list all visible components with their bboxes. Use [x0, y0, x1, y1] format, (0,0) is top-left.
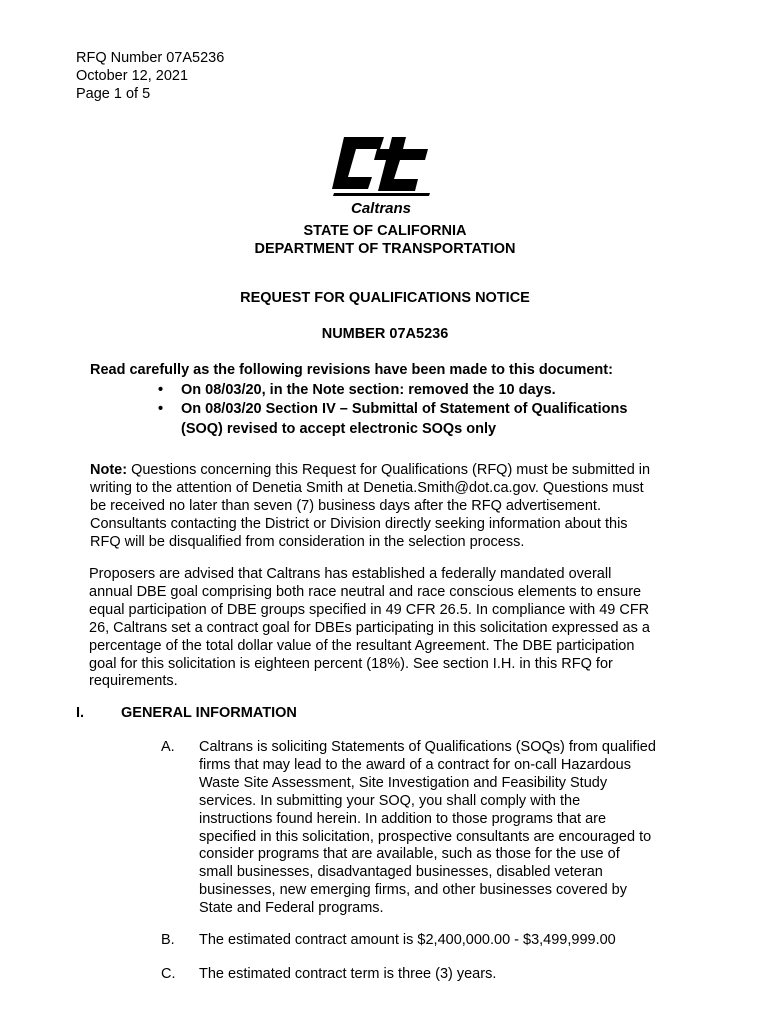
- notice-title: REQUEST FOR QUALIFICATIONS NOTICE: [240, 290, 530, 306]
- caltrans-logo-icon: [330, 133, 434, 215]
- note-paragraph: [90, 462, 690, 552]
- note-line: be received no later than seven (7) business days after the RFQ advertisement.: [90, 497, 601, 514]
- document-date: October 12, 2021: [76, 68, 189, 84]
- revision-item-line: On 08/03/20 Section IV – Submittal of Statement of Qualifications: [181, 401, 628, 417]
- revision-item-line: (SOQ) revised to accept electronic SOQs only: [181, 420, 497, 437]
- item-letter: C.: [161, 966, 176, 982]
- dbe-line: 26, Caltrans set a contract goal for DBEs participating in this solicitation expressed as a: [89, 619, 650, 636]
- agency-state: STATE OF CALIFORNIA: [303, 223, 467, 239]
- rfq-number: RFQ Number 07A5236: [76, 50, 225, 66]
- section-heading: [76, 704, 297, 722]
- section-item-c: [161, 966, 701, 984]
- bullet-icon: •: [158, 381, 164, 398]
- item-line: Waste Site Assessment, Site Investigation and Feasibility Study: [199, 774, 608, 791]
- item-letter: A.: [161, 739, 175, 755]
- item-line: specified in this solicitation, prospective consultants are encouraged to: [199, 828, 652, 845]
- note-line: Consultants contacting the District or Division directly seeking information about this: [90, 515, 628, 532]
- note-first-line-text: Questions concerning this Request for Qualifications (RFQ) must be submitted in: [127, 462, 651, 478]
- section-number: I.: [76, 705, 85, 721]
- section-title: GENERAL INFORMATION: [121, 705, 297, 721]
- section-item-b: [161, 932, 701, 950]
- item-line: The estimated contract term is three (3) years.: [199, 966, 497, 982]
- dbe-line: equal participation of DBE groups specified in 49 CFR 26.5. In compliance with 49 CFR: [89, 601, 650, 618]
- item-line: consider programs that are available, such as those for the use of: [199, 846, 620, 863]
- revisions-intro: Read carefully as the following revisions have been made to this document:: [90, 362, 613, 378]
- agency-department: DEPARTMENT OF TRANSPORTATION: [254, 241, 516, 257]
- item-line: The estimated contract amount is $2,400,000.00 - $3,499,999.00: [199, 932, 616, 948]
- item-line: small businesses, disadvantaged businesses, disabled veteran: [199, 864, 603, 881]
- item-letter: B.: [161, 932, 175, 948]
- revision-item-line: On 08/03/20, in the Note section: removed the 10 days.: [181, 381, 556, 398]
- section-item-a: [161, 739, 701, 918]
- dbe-line: goal for this solicitation is eighteen percent (18%). See section I.H. in this RFQ for: [89, 655, 613, 672]
- item-body: [199, 739, 701, 918]
- revision-item: [90, 381, 690, 401]
- dbe-paragraph: [89, 566, 689, 691]
- item-body: [199, 932, 701, 950]
- notice-number: NUMBER 07A5236: [321, 326, 449, 342]
- note-line: writing to the attention of Denetia Smith at Denetia.Smith@dot.ca.gov. Questions must: [90, 479, 644, 496]
- note-line: RFQ will be disqualified from consideration in the selection process.: [90, 533, 525, 550]
- item-line: firms that may lead to the award of a contract for on-call Hazardous: [199, 756, 631, 773]
- dbe-line: requirements.: [89, 673, 178, 690]
- page-number: Page 1 of 5: [76, 86, 151, 102]
- dbe-line: annual DBE goal comprising both race neutral and race conscious elements to ensure: [89, 583, 642, 600]
- note-label: Note:: [90, 462, 128, 478]
- document-header: [76, 49, 224, 103]
- item-line: instructions found herein. In addition to those programs that are: [199, 810, 607, 827]
- note-first-line: [90, 462, 690, 480]
- item-body: [199, 966, 701, 984]
- revisions-block: [90, 361, 690, 439]
- item-line: State and Federal programs.: [199, 900, 384, 917]
- item-line: services. In submitting your SOQ, you shall comply with the: [199, 792, 581, 809]
- dbe-line: Proposers are advised that Caltrans has established a federally mandated overall: [89, 566, 612, 582]
- revision-item: [90, 400, 690, 439]
- bullet-icon: •: [158, 401, 164, 417]
- dbe-line: percentage of the total dollar value of the resultant Agreement. The DBE participation: [89, 637, 635, 654]
- revisions-list: [90, 381, 690, 440]
- caltrans-wordmark: Caltrans: [350, 200, 412, 215]
- item-line: Caltrans is soliciting Statements of Qualifications (SOQs) from qualified: [199, 739, 656, 755]
- item-line: businesses, new emerging firms, and other businesses covered by: [199, 882, 627, 899]
